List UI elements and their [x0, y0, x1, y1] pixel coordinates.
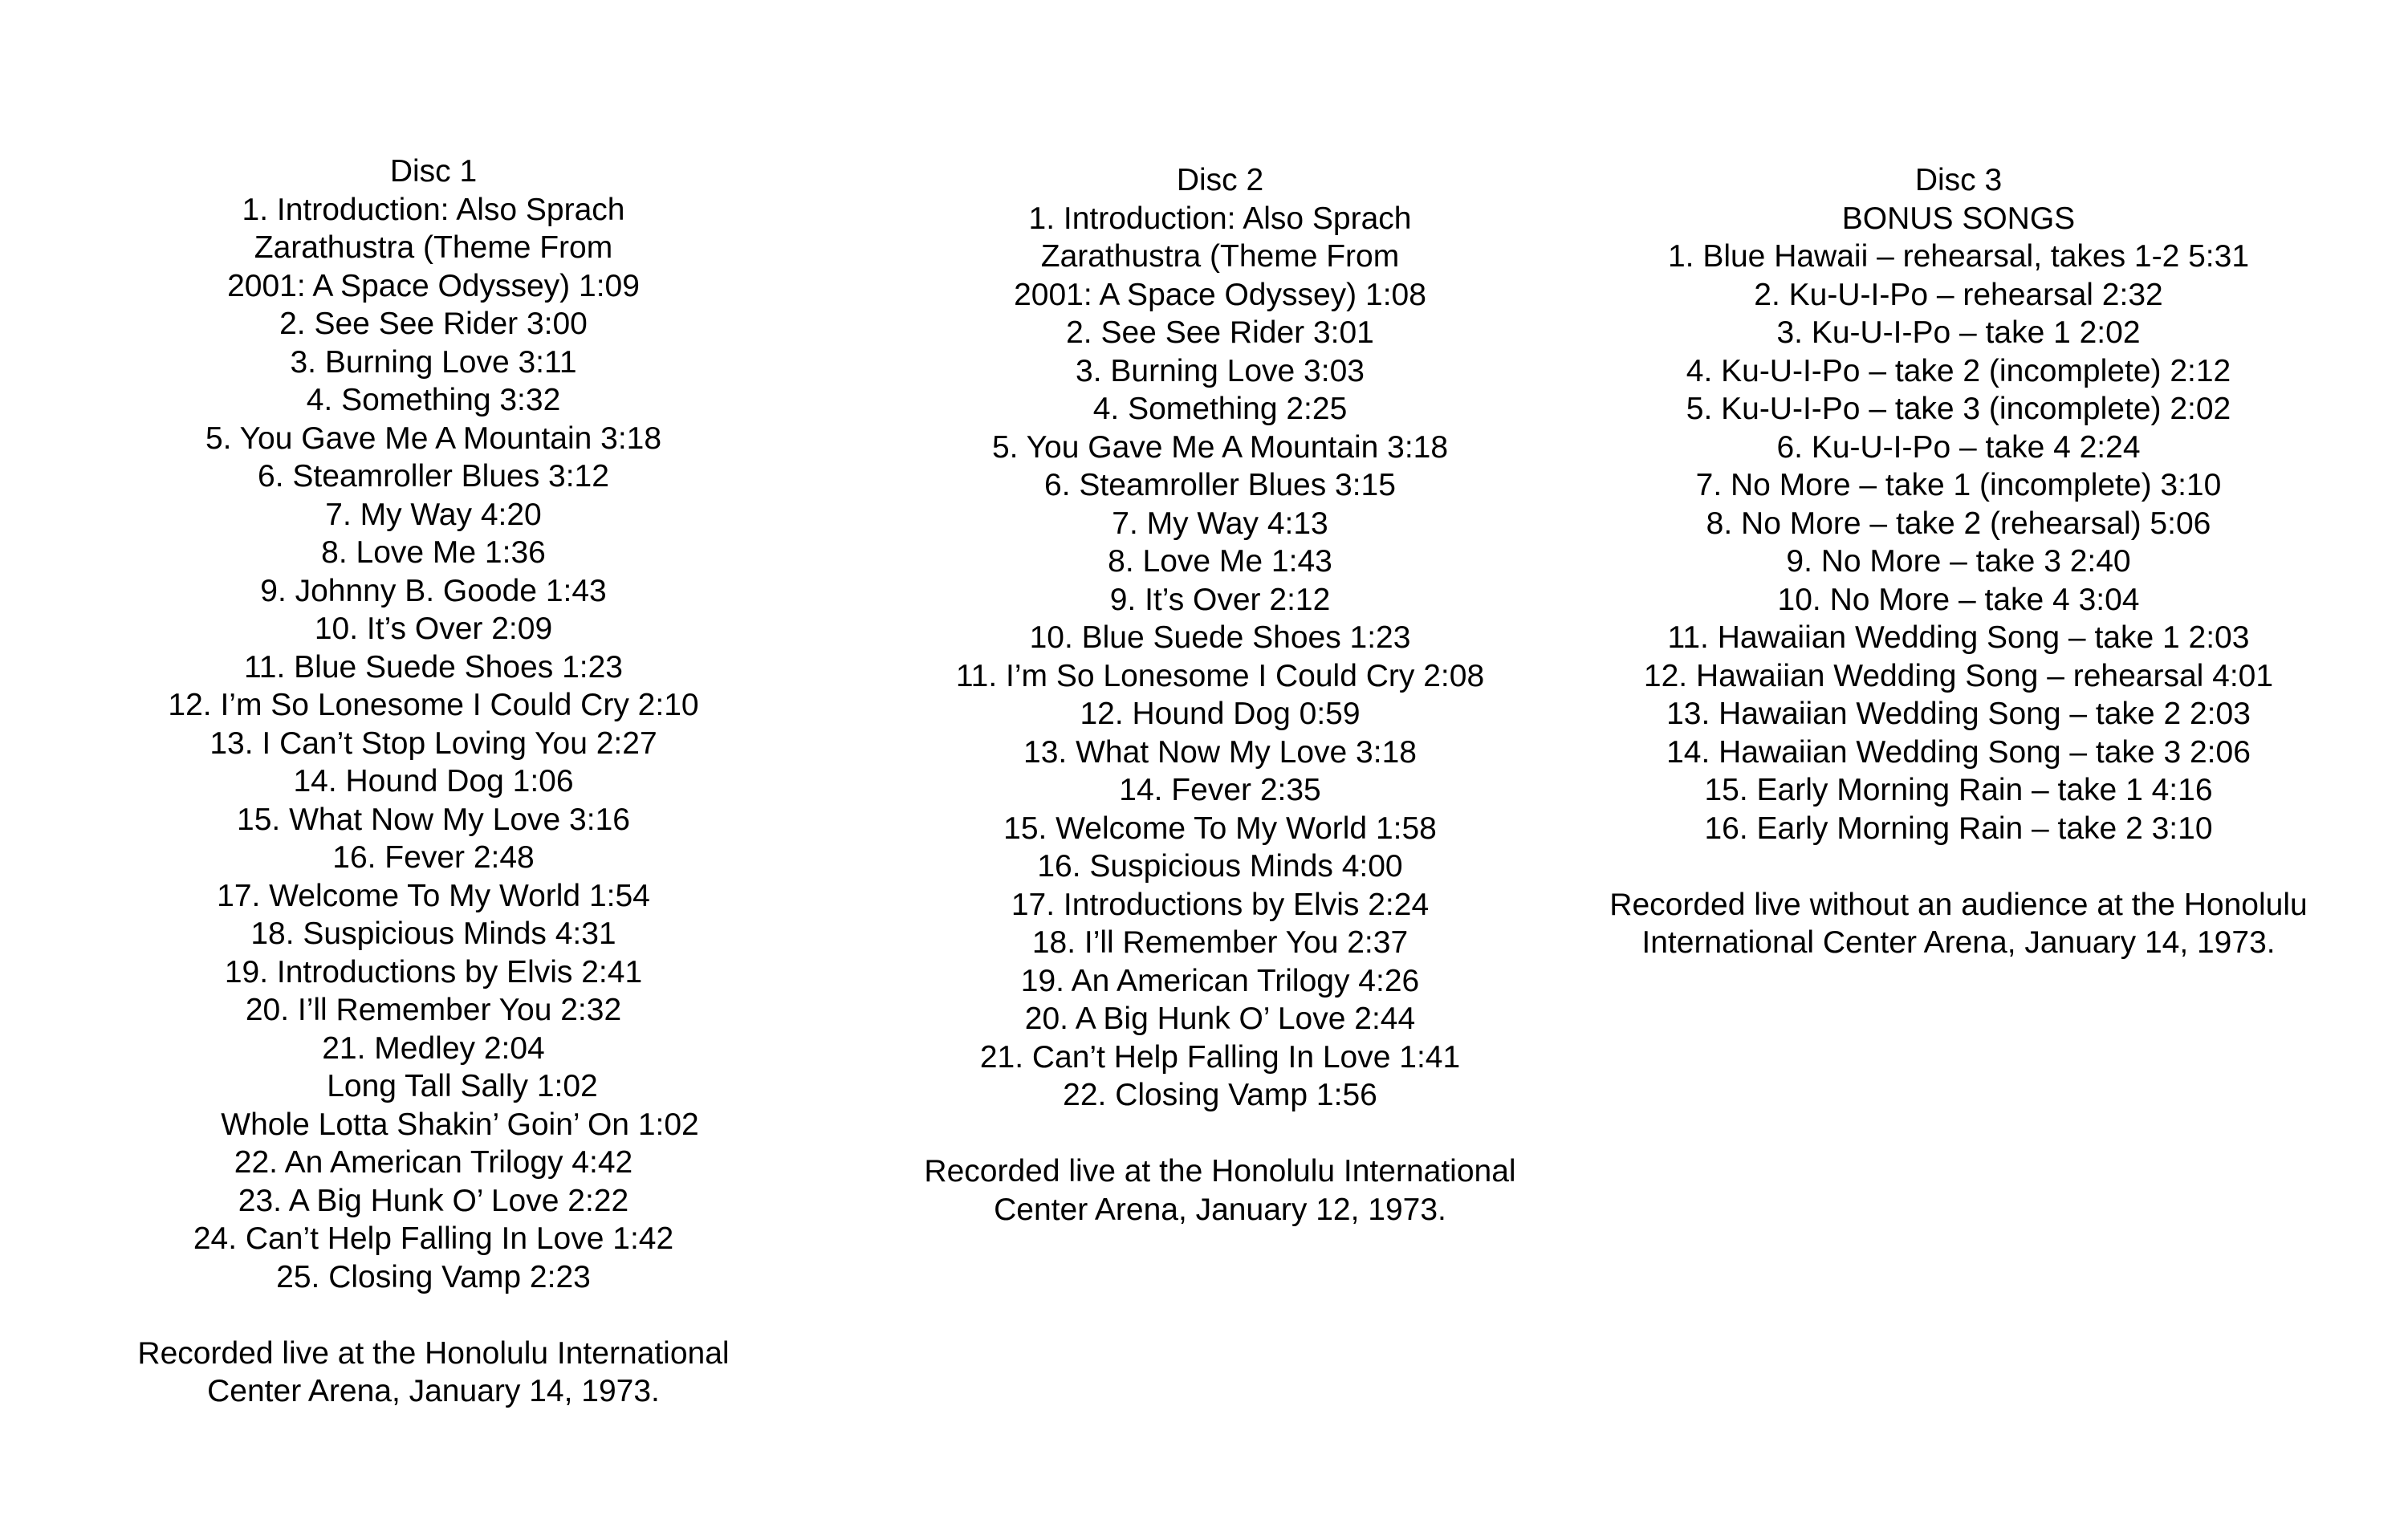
disc-2-column [835, 161, 1605, 1229]
recording-note: Recorded live at the Honolulu International [137, 1335, 730, 1371]
track-line: 12. Hound Dog 0:59 [1080, 697, 1361, 731]
track-line: 16. Suspicious Minds 4:00 [1037, 849, 1403, 884]
medley-subtrack [48, 1067, 819, 1106]
track-line: 20. A Big Hunk O’ Love 2:44 [1024, 1002, 1416, 1036]
disc-1-title: Disc 1 [389, 154, 478, 189]
track-line: 24. Can’t Help Falling In Love 1:42 [193, 1221, 674, 1256]
track-line: 5. You Gave Me A Mountain 3:18 [205, 421, 662, 456]
track-line: 18. Suspicious Minds 4:31 [250, 916, 616, 951]
track-line: 7. My Way 4:13 [1112, 506, 1328, 541]
track-line: 8. Love Me 1:43 [1108, 544, 1332, 579]
track-line: 9. It’s Over 2:12 [1109, 582, 1331, 617]
track-line: 15. What Now My Love 3:16 [237, 802, 630, 837]
track-line: 1. Introduction: Also Sprach [242, 192, 625, 227]
track-line: 17. Introductions by Elvis 2:24 [1011, 887, 1430, 922]
track-line: 20. I’ll Remember You 2:32 [245, 993, 622, 1027]
track-line: 1. Introduction: Also Sprach [1028, 201, 1412, 236]
track-line: 22. Closing Vamp 1:56 [1063, 1078, 1377, 1112]
track-line: 16. Early Morning Rain – take 2 3:10 [1704, 811, 2213, 846]
track-line: 3. Burning Love 3:11 [290, 344, 577, 380]
spacer [1573, 847, 2344, 886]
recording-note: Recorded live without an audience at the Honolulu [1609, 887, 2308, 922]
disc-1-column [48, 152, 819, 1411]
track-line: 4. Something 3:32 [306, 383, 561, 417]
track-line: Zarathustra (Theme From [254, 230, 613, 265]
track-line: 16. Fever 2:48 [332, 840, 535, 875]
track-line: 2. See See Rider 3:01 [1066, 315, 1374, 350]
track-line: 11. Blue Suede Shoes 1:23 [244, 649, 623, 685]
track-line: 2. Ku-U-I-Po – rehearsal 2:32 [1754, 277, 2163, 312]
track-line: 8. Love Me 1:36 [321, 535, 546, 570]
track-line: 11. I’m So Lonesome I Could Cry 2:08 [955, 658, 1485, 693]
track-line: 14. Hawaiian Wedding Song – take 3 2:06 [1666, 734, 2251, 770]
track-line: 13. What Now My Love 3:18 [1023, 734, 1417, 770]
track-line: 7. My Way 4:20 [325, 497, 542, 532]
track-line: 8. No More – take 2 (rehearsal) 5:06 [1706, 506, 2211, 541]
track-line: 13. I Can’t Stop Loving You 2:27 [209, 725, 657, 761]
track-line: Zarathustra (Theme From [1040, 239, 1400, 274]
recording-note: Center Arena, January 14, 1973. [207, 1374, 660, 1408]
spacer [835, 1115, 1605, 1153]
recording-note: Recorded live at the Honolulu International [924, 1154, 1516, 1189]
recording-note: Center Arena, January 12, 1973. [994, 1192, 1446, 1227]
track-line: 5. Ku-U-I-Po – take 3 (incomplete) 2:02 [1686, 392, 2231, 426]
track-line: 12. Hawaiian Wedding Song – rehearsal 4:01 [1643, 658, 2274, 693]
disc-2-title: Disc 2 [1176, 163, 1264, 197]
track-line: 19. Introductions by Elvis 2:41 [224, 954, 643, 989]
track-line: 11. Hawaiian Wedding Song – take 1 2:03 [1667, 620, 2250, 655]
track-line: 4. Ku-U-I-Po – take 2 (incomplete) 2:12 [1686, 353, 2231, 388]
medley-subtrack [48, 1106, 819, 1144]
disc-3-subtitle: BONUS SONGS [1841, 201, 2076, 236]
track-line: 10. No More – take 4 3:04 [1777, 582, 2140, 617]
track-line: 25. Closing Vamp 2:23 [276, 1259, 591, 1294]
medley-subtrack-label: Whole Lotta Shakin’ Goin’ On 1:02 [221, 1107, 699, 1142]
track-line: 6. Steamroller Blues 3:12 [258, 459, 609, 494]
track-line: 14. Fever 2:35 [1119, 773, 1321, 807]
recording-note: International Center Arena, January 14, 1973. [1641, 925, 2276, 960]
spacer [48, 1296, 819, 1335]
track-line: 18. I’ll Remember You 2:37 [1031, 925, 1409, 960]
track-line: 21. Can’t Help Falling In Love 1:41 [979, 1039, 1461, 1075]
track-line: 15. Early Morning Rain – take 1 4:16 [1704, 773, 2213, 807]
track-line: 9. No More – take 3 2:40 [1786, 544, 2131, 579]
track-line: 17. Welcome To My World 1:54 [217, 878, 650, 913]
track-line: 2001: A Space Odyssey) 1:08 [1014, 277, 1426, 312]
track-line: 1. Blue Hawaii – rehearsal, takes 1-2 5:31 [1667, 239, 2250, 274]
track-line: 14. Hound Dog 1:06 [293, 764, 574, 798]
track-line: 2. See See Rider 3:00 [279, 307, 588, 341]
track-line: 21. Medley 2:04 [322, 1030, 545, 1066]
track-line: 10. Blue Suede Shoes 1:23 [1029, 620, 1411, 655]
disc-3-title: Disc 3 [1914, 163, 2003, 197]
track-line: 6. Steamroller Blues 3:15 [1044, 468, 1396, 502]
track-line: 12. I’m So Lonesome I Could Cry 2:10 [168, 688, 699, 722]
track-line: 19. An American Trilogy 4:26 [1020, 963, 1420, 998]
disc-3-column [1573, 161, 2344, 962]
medley-subtrack-label: Long Tall Sally 1:02 [327, 1069, 598, 1103]
track-line: 13. Hawaiian Wedding Song – take 2 2:03 [1666, 697, 2251, 731]
track-line: 22. An American Trilogy 4:42 [234, 1145, 633, 1180]
track-line: 6. Ku-U-I-Po – take 4 2:24 [1776, 429, 2141, 465]
track-line: 3. Ku-U-I-Po – take 1 2:02 [1776, 315, 2141, 350]
track-line: 10. It’s Over 2:09 [314, 612, 553, 646]
track-line: 23. A Big Hunk O’ Love 2:22 [238, 1183, 629, 1218]
track-line: 15. Welcome To My World 1:58 [1003, 811, 1437, 846]
track-line: 9. Johnny B. Goode 1:43 [260, 573, 607, 608]
track-line: 3. Burning Love 3:03 [1076, 353, 1365, 388]
track-line: 2001: A Space Odyssey) 1:09 [227, 268, 640, 303]
track-line: 4. Something 2:25 [1092, 392, 1348, 426]
track-line: 7. No More – take 1 (incomplete) 3:10 [1695, 468, 2222, 502]
track-line: 5. You Gave Me A Mountain 3:18 [991, 429, 1449, 465]
